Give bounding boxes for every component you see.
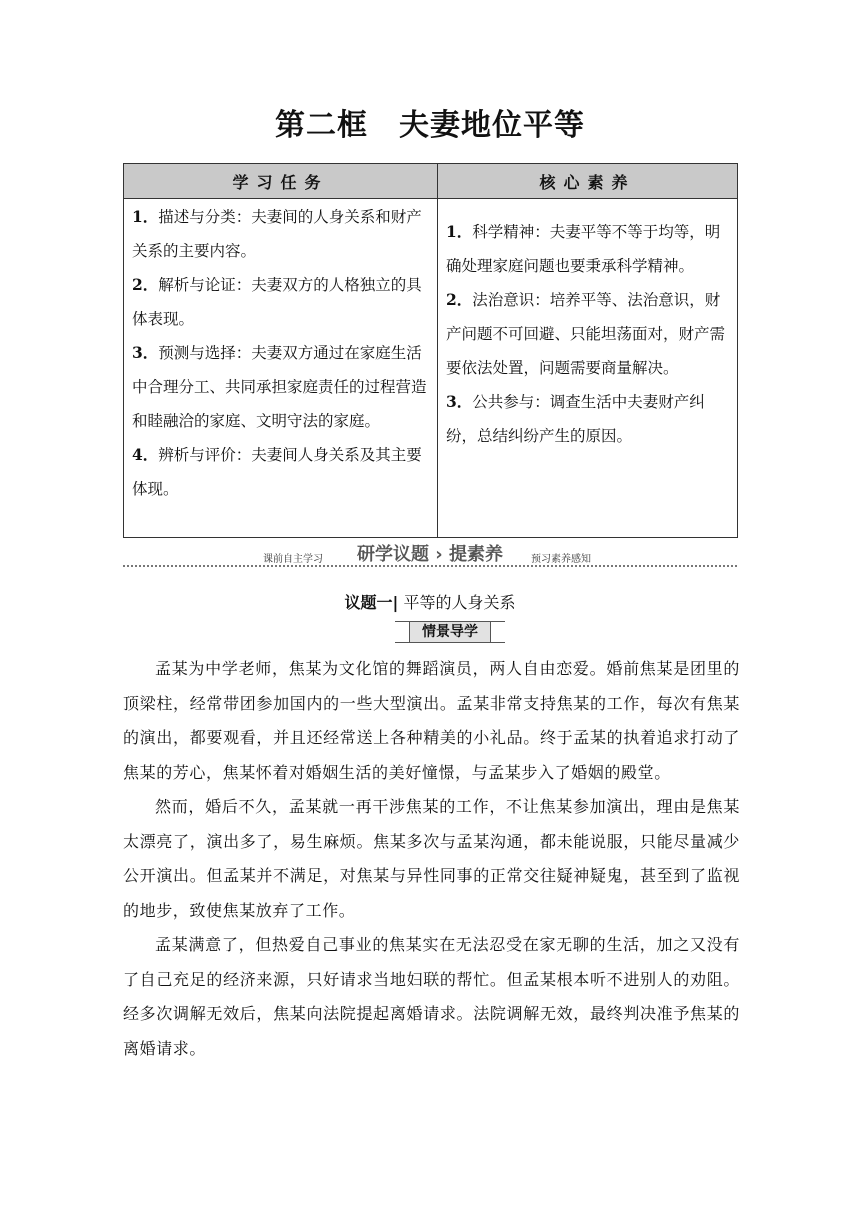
table-header-row [124,164,738,199]
page-title: 第二框 夫妻地位平等 [275,108,585,143]
topic-heading [0,590,860,613]
banner-title: 研学议题 › 提素养 [357,544,503,565]
learning-goals-table [123,163,738,538]
section-tag [395,621,505,643]
core-competencies-cell [438,199,738,538]
topic-label: 议题一| [344,593,399,612]
story-text [123,652,740,1066]
header-learning-tasks: 学习任务 [124,164,438,199]
competency-item: 1．科学精神：夫妻平等不等于均等，明确处理家庭问题也要秉承科学精神。 [446,222,721,275]
banner-right-caption: 预习素养感知 [531,554,591,565]
banner-divider [123,565,737,567]
competency-item: 3．公共参与：调查生活中夫妻财产纠纷，总结纠纷产生的原因。 [446,392,705,445]
task-item: 1．描述与分类：夫妻间的人身关系和财产关系的主要内容。 [132,207,422,260]
task-item: 2．解析与论证：夫妻双方的人格独立的具体表现。 [132,275,422,328]
competency-item: 2．法治意识：培养平等、法治意识，财产问题不可回避、只能坦荡面对，财产需要依法处置，问题需要商量解决。 [446,290,726,377]
table-body-row [124,199,738,538]
task-item: 4．辨析与评价：夫妻间人身关系及其主要体现。 [132,445,422,498]
task-item: 3．预测与选择：夫妻双方通过在家庭生活中合理分工、共同承担家庭责任的过程营造和睦融洽的家庭、文明守法的家庭。 [132,343,427,430]
learning-tasks-cell [124,199,438,538]
topic-title: 平等的人身关系 [403,593,516,612]
header-core-competencies: 核心素养 [438,164,738,199]
banner-left-caption: 课前自主学习 [263,554,323,565]
section-banner [123,540,737,570]
story-paragraph: 孟某为中学老师，焦某为文化馆的舞蹈演员，两人自由恋爱。婚前焦某是团里的顶梁柱，经常带团参加国内的一些大型演出。孟某非常支持焦某的工作，每次有焦某的演出，都要观看，并且还经常送上各种精美的小礼品。终于孟某的执着追求打动了焦某的芳心，焦某怀着对婚姻生活的美好憧憬，与孟某步入了婚姻的殿堂。 [123,659,740,782]
section-tag-label: 情景导学 [409,622,491,642]
story-paragraph: 然而，婚后不久，孟某就一再干涉焦某的工作，不让焦某参加演出，理由是焦某太漂亮了，演出多了，易生麻烦。焦某多次与孟某沟通，都未能说服，只能尽量减少公开演出。但孟某并不满足，对焦某与异性同事的正常交往疑神疑鬼，甚至到了监视的地步，致使焦某放弃了工作。 [123,797,740,920]
story-paragraph: 孟某满意了，但热爱自己事业的焦某实在无法忍受在家无聊的生活，加之又没有了自己充足的经济来源，只好请求当地妇联的帮忙。但孟某根本听不进别人的劝阻。经多次调解无效后，焦某向法院提起离婚请求。法院调解无效，最终判决准予焦某的离婚请求。 [123,935,740,1058]
